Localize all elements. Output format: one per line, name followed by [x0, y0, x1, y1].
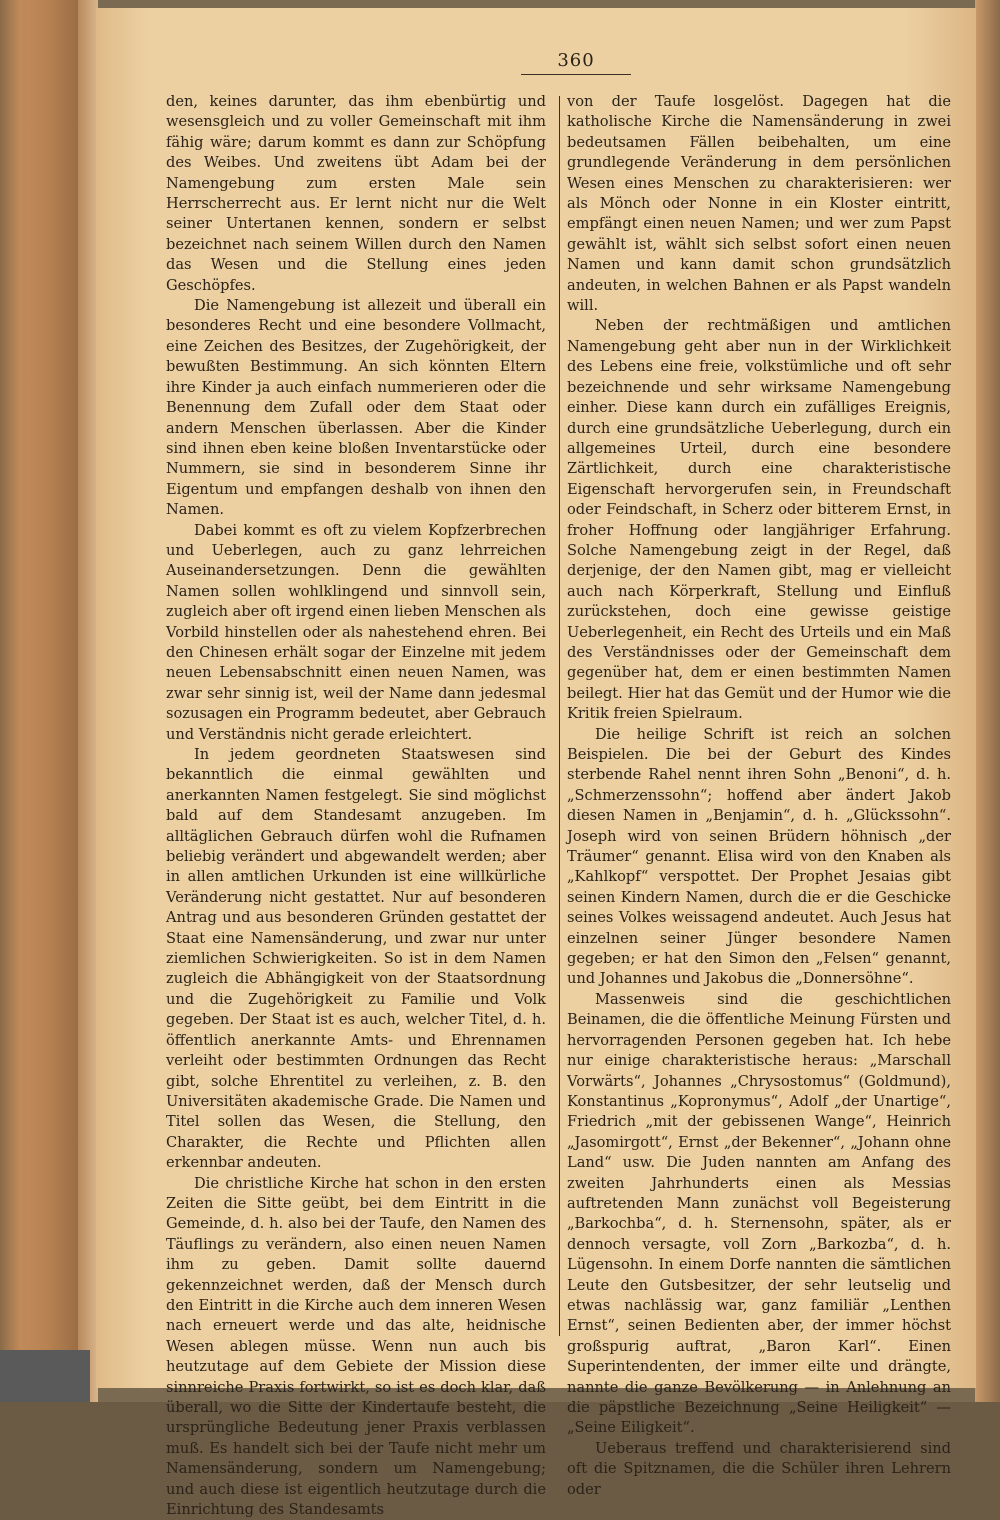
- paragraph: Ueberaus treffend und charakterisierend sind oft die Spitznamen, die die Schüler ihren Lehrern oder: [567, 1439, 951, 1498]
- paragraph: Dabei kommt es oft zu vielem Kopfzerbrechen und Ueberlegen, auch zu ganz lehrreichen Auseinandersetzungen. Denn die gewählten Namen sollen wohlklingend und sinnvoll sein, zugleich aber oft irgend einen lieben Menschen als Vorbild hinstellen oder als nahestehend ehren. Bei den Chinesen erhält sogar der Einzelne mit jedem neuen Lebensabschnitt einen neuen Namen, was zwar sehr sinnig ist, weil der Name dann jedesmal sozusagen ein Programm bedeutet, aber Gebrauch und Verständnis nicht gerade erleichtert.: [166, 521, 546, 743]
- paragraph: Neben der rechtmäßigen und amtlichen Namengebung geht aber nun in der Wirklichkeit des Lebens eine freie, volkstümliche und oft sehr bezeichnende und sehr wirksame Namengebung einher. Diese kann durch ein zufälliges Ereignis, durch eine grundsätzliche Ueberlegung, durch ein allgemeines Urteil, durch eine besondere Zärtlichkeit, durch eine charakteristische Eigenschaft hervorgerufen sein, in Freundschaft oder Feindschaft, in Scherz oder bitterem Ernst, in froher Hoffnung oder langjähriger Erfahrung. Solche Namengebung zeigt in der Regel, daß derjenige, der den Namen gibt, mag er vielleicht auch nach Körperkraft, Stellung und Einfluß zurückstehen, doch eine gewisse geistige Ueberlegenheit, ein Recht des Urteils und ein Maß des Verständnisses oder der Gemeinschaft dem gegenüber hat, dem er einen bestimmten Namen beilegt. Hier hat das Gemüt und der Humor wie die Kritik freien Spielraum.: [567, 317, 951, 723]
- binding-cloth: [0, 1350, 90, 1402]
- paragraph: Die christliche Kirche hat schon in den ersten Zeiten die Sitte geübt, bei dem Eintritt in die Gemeinde, d. h. also bei der Taufe, den Namen des Täuflings zu verändern, also einen neuen Namen ihm zu geben. Damit sollte dauernd gekennzeichnet werden, daß der Mensch durch den Eintritt in die Kirche auch dem inneren Wesen nach erneuert werde und das alte, heidnische Wesen ablegen müsse. Wenn nun auch bis heutzutage auf dem Gebiete der Mission diese sinnreiche Praxis fortwirkt, so ist es doch klar, daß überall, wo die Sitte der Kindertaufe besteht, die ursprüngliche Bedeutung jener Praxis verblassen muß. Es handelt sich bei der Taufe nicht mehr um Namensänderung, sondern um Namengebung; und auch diese ist eigentlich heutzutage durch die Einrichtung des Standesamts: [166, 1174, 546, 1519]
- right-page-edge: [975, 0, 1000, 1402]
- paragraph: den, keines darunter, das ihm ebenbürtig und wesensgleich und zu voller Gemeinschaft mit ihm fähig wäre; darum kommt es dann zur Schöpfung des Weibes. Und zweitens übt Adam bei der Namengebung zum ersten Male sein Herrscherrecht aus. Er lernt nicht nur die Welt seiner Untertanen kennen, sondern er selbst bezeichnet nach seinem Willen durch den Namen das Wesen und die Stellung eines jeden Geschöpfes.: [166, 93, 546, 294]
- page-number-rule: [521, 74, 631, 75]
- page-stack-edge: [78, 0, 98, 1402]
- book-spine: [0, 0, 78, 1402]
- left-column: [166, 92, 546, 1520]
- page-sheet: [96, 8, 976, 1519]
- paragraph: Die heilige Schrift ist reich an solchen Beispielen. Die bei der Geburt des Kindes sterbende Rahel nennt ihren Sohn „Benoni“, d. h. „Schmerzenssohn“; hoffend aber ändert Jakob diesen Namen in „Benjamin“, d. h. „Glückssohn“. Joseph wird von seinen Brüdern höhnisch „der Träumer“ genannt. Elisa wird von den Knaben als „Kahlkopf“ verspottet. Der Prophet Jesaias gibt seinen Kindern Namen, durch die er die Geschicke seines Volkes weissagend andeutet. Auch Jesus hat einzelnen seiner Jünger besondere Namen gegeben; er hat den Simon den „Felsen“ genannt, und Johannes und Jakobus die „Donnersöhne“.: [567, 725, 951, 988]
- paragraph: Die Namengebung ist allezeit und überall ein besonderes Recht und eine besondere Vollmacht, eine Zeichen des Besitzes, der Zugehörigkeit, der bewußten Bestimmung. An sich könnten Eltern ihre Kinder ja auch einfach nummerieren oder die Benennung dem Zufall oder dem Staat oder andern Menschen überlassen. Aber die Kinder sind ihnen eben keine bloßen Inventarstücke oder Nummern, sie sind in besonderem Sinne ihr Eigentum und empfangen deshalb von ihnen den Namen.: [166, 297, 546, 519]
- paragraph: Massenweis sind die geschichtlichen Beinamen, die die öffentliche Meinung Fürsten und hervorragenden Personen gegeben hat. Ich hebe nur einige charakteristische heraus: „Marschall Vorwärts“, Johannes „Chrysostomus“ (Goldmund), Konstantinus „Kopronymus“, Adolf „der Unartige“, Friedrich „mit der gebissenen Wange“, Heinrich „Jasomirgott“, Ernst „der Bekenner“, „Johann ohne Land“ usw. Die Juden nannten am Anfang des zweiten Jahrhunderts einen als Messias auftretenden Mann zunächst voll Begeisterung „Barkochba“, d. h. Sternensohn, später, als er dennoch versagte, voll Zorn „Barkozba“, d. h. Lügensohn. In einem Dorfe nannten die sämtlichen Leute den Gutsbesitzer, der sehr leutselig und etwas nachlässig war, ganz familiär „Lenthen Ernst“, seinen Bedienten aber, der immer höchst großspurig auftrat, „Baron Karl“. Einen Superintendenten, der immer eilte und drängte, nannte die ganze Bevölkerung — in Anlehnung an die päpstliche Bezeichnung „Seine Heiligkeit“ — „Seine Eiligkeit“.: [567, 990, 951, 1437]
- page-number: 360: [557, 50, 595, 71]
- right-column: [567, 92, 951, 1500]
- paragraph: In jedem geordneten Staatswesen sind bekanntlich die einmal gewählten und anerkannten Namen festgelegt. Sie sind möglichst bald auf dem Standesamt anzugeben. Im alltäglichen Gebrauch dürfen wohl die Rufnamen beliebig verändert und abgewandelt werden; aber in allen amtlichen Urkunden ist eine willkürliche Veränderung nicht gestattet. Nur auf besonderen Antrag und aus besonderen Gründen gestattet der Staat eine Namensänderung, und zwar nur unter ziemlichen Schwierigkeiten. So ist in dem Namen zugleich die Abhängigkeit von der Staatsordnung und die Zugehörigkeit zu Familie und Volk gegeben. Der Staat ist es auch, welcher Titel, d. h. öffentlich anerkannte Amts- und Ehrennamen verleiht oder bestimmten Ordnungen das Recht gibt, solche Ehrentitel zu verleihen, z. B. den Universitäten akademische Grade. Die Namen und Titel sollen das Wesen, die Stellung, den Charakter, die Rechte und Pflichten allen erkennbar andeuten.: [166, 746, 546, 1172]
- paragraph: von der Taufe losgelöst. Dagegen hat die katholische Kirche die Namensänderung in zwei bedeutsamen Fällen beibehalten, um eine grundlegende Veränderung in dem persönlichen Wesen eines Menschen zu charakterisieren: wer als Mönch oder Nonne in ein Kloster eintritt, empfängt einen neuen Namen; und wer zum Papst gewählt ist, wählt sich selbst sofort einen neuen Namen und kann damit schon grundsätzlich andeuten, in welchen Bahnen er als Papst wandeln will.: [567, 93, 951, 315]
- column-divider: [559, 96, 560, 1336]
